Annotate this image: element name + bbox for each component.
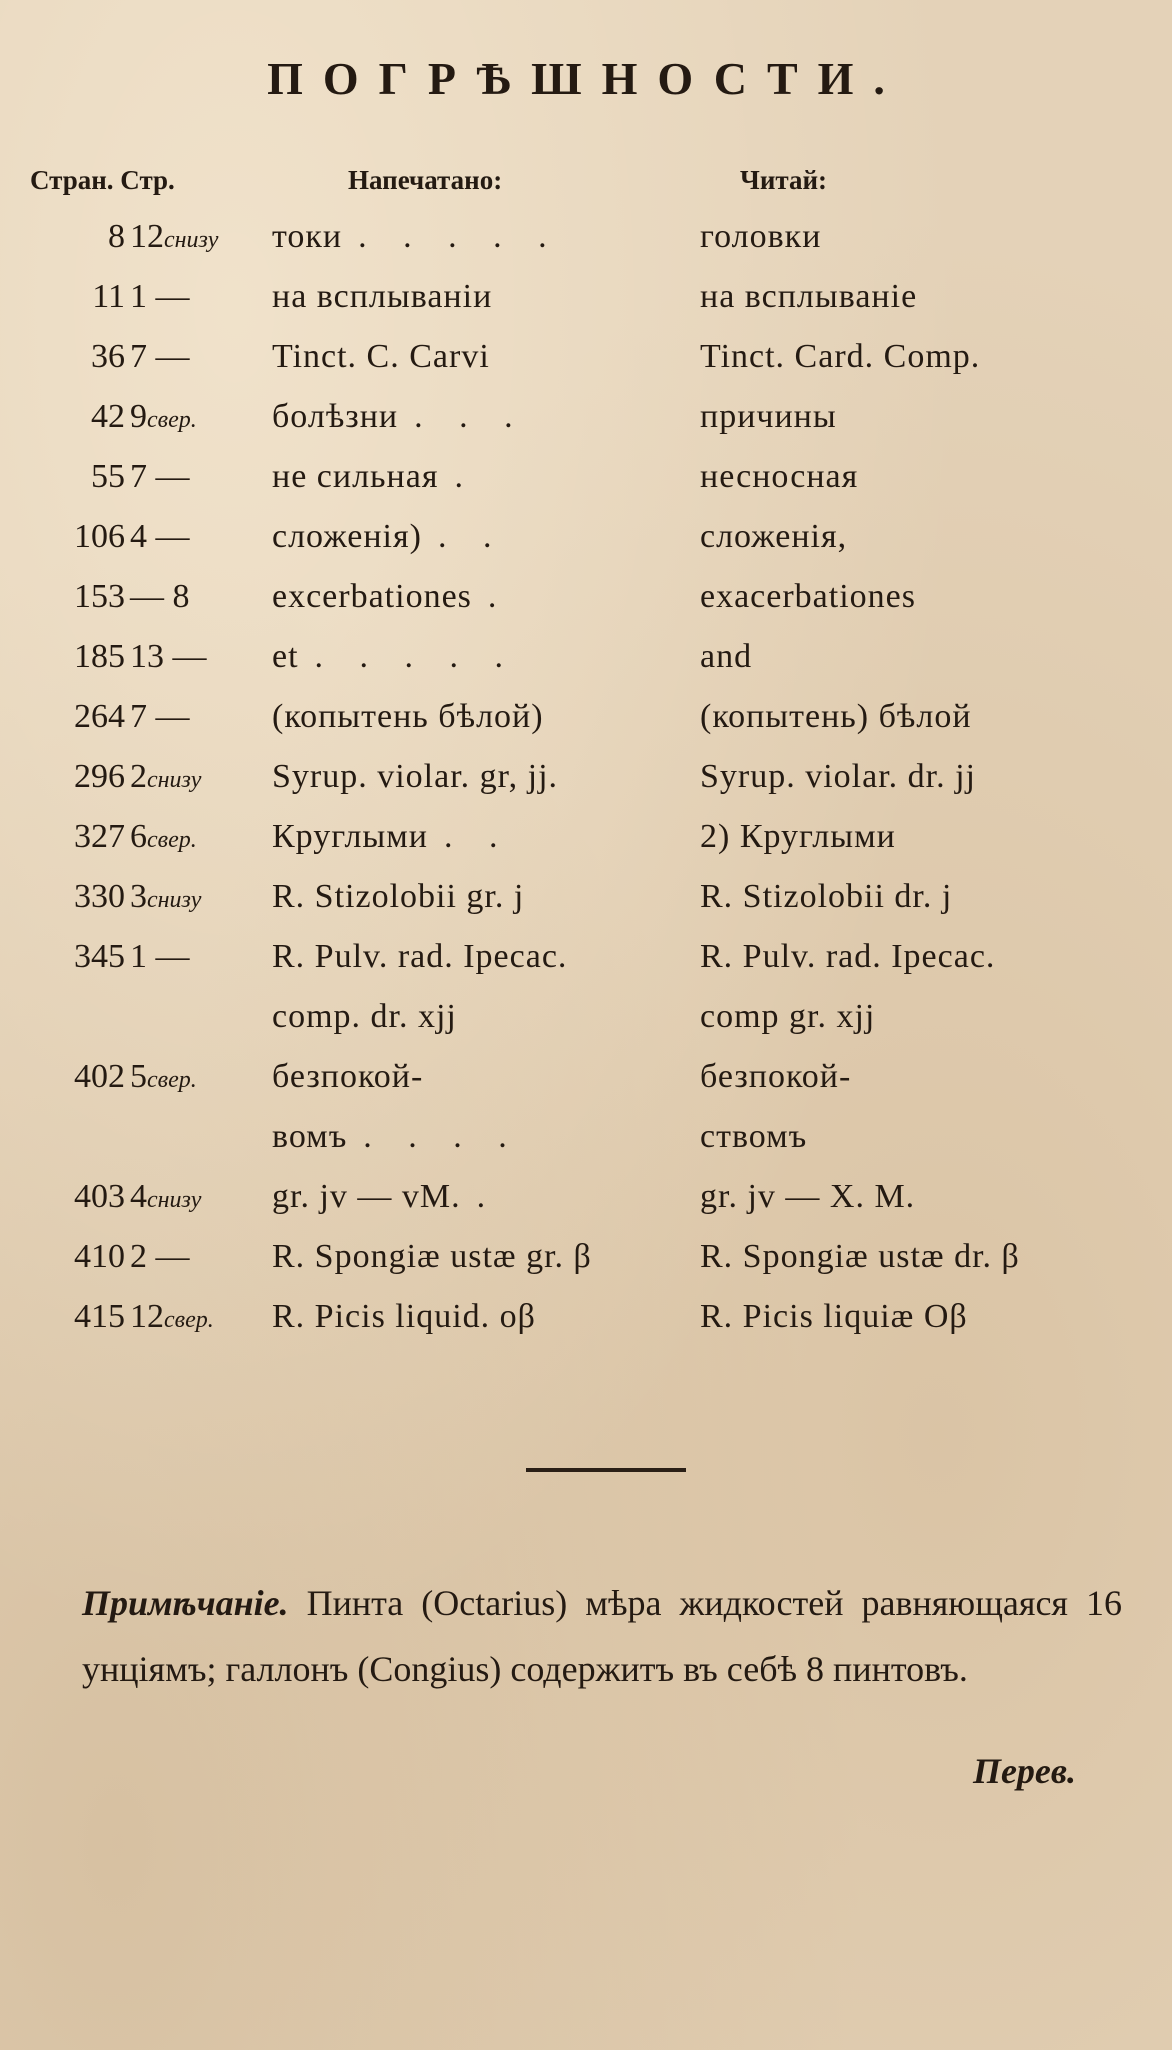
line-number: 1 —	[130, 278, 190, 315]
header-printed: Напечатано:	[348, 165, 503, 195]
errata-row	[0, 998, 1172, 1056]
printed-value: R. Stizolobii gr. j	[272, 878, 525, 915]
printed-value: et	[272, 638, 299, 675]
line-direction: свер.	[164, 1307, 214, 1333]
printed-text	[272, 518, 692, 556]
page-number: 403	[74, 1178, 125, 1215]
page-number: 345	[74, 938, 125, 975]
errata-row	[0, 578, 1172, 636]
line-number: 7 —	[130, 458, 190, 495]
printed-value: gr. jv — vM.	[272, 1178, 461, 1215]
line-ref	[130, 1058, 270, 1096]
printed-text	[272, 578, 692, 616]
printed-text	[272, 218, 692, 256]
correct-reading: безпокой-	[700, 1058, 852, 1095]
correct-reading: головки	[700, 218, 822, 255]
errata-row	[0, 278, 1172, 336]
leader-dots: . . . .	[363, 1118, 521, 1155]
printed-text	[272, 278, 692, 316]
errata-row	[0, 638, 1172, 696]
header-pages: Стран. Стр.	[30, 165, 175, 195]
line-number: 5	[130, 1058, 147, 1095]
line-direction: свер.	[147, 827, 197, 853]
line-number: 12	[130, 218, 164, 255]
errata-row	[0, 758, 1172, 816]
printed-value: Syrup. violar. gr, jj.	[272, 758, 559, 795]
printed-text	[272, 1118, 692, 1156]
leader-dots: . .	[443, 818, 512, 855]
correct-reading: comp gr. xjj	[700, 998, 876, 1035]
page-number: 296	[74, 758, 125, 795]
line-ref	[130, 518, 270, 556]
printed-text	[272, 758, 692, 796]
line-ref	[130, 878, 270, 916]
errata-row	[0, 1058, 1172, 1116]
page-number: 153	[74, 578, 125, 615]
correct-reading: на всплываніе	[700, 278, 918, 315]
line-ref	[130, 338, 270, 376]
printed-value: comp. dr. xjj	[272, 998, 457, 1035]
errata-row	[0, 398, 1172, 456]
line-number: 1 —	[130, 938, 190, 975]
correct-reading: несносная	[700, 458, 859, 495]
header-read: Читай:	[740, 165, 828, 195]
line-direction: снизу	[147, 1187, 202, 1213]
leader-dots: . . .	[414, 398, 527, 435]
printed-text	[272, 638, 692, 676]
line-direction: снизу	[147, 887, 202, 913]
line-number: 2	[130, 758, 147, 795]
divider-rule	[526, 1468, 686, 1472]
printed-value: токи	[272, 218, 343, 255]
line-ref	[130, 638, 270, 676]
note-text: Пинта (Octarius) мѣра жидкостей равняющаяся 16 унціямъ; галлонъ (Congius) содержитъ въ себѣ 8 пинтовъ.	[82, 1583, 1122, 1689]
line-number: 7 —	[130, 338, 190, 375]
page-number: 11	[92, 278, 125, 315]
leader-dots: . . . . .	[358, 218, 561, 255]
printed-value: Tinct. C. Carvi	[272, 338, 490, 375]
note-lead: Примѣчаніе.	[82, 1583, 289, 1623]
line-number: 2 —	[130, 1238, 190, 1275]
correct-reading: (копытень) бѣлой	[700, 698, 972, 735]
line-ref	[130, 278, 270, 316]
errata-row	[0, 938, 1172, 996]
translator-note	[82, 1570, 1122, 1702]
line-direction: свер.	[147, 407, 197, 433]
correct-reading: R. Spongiæ ustæ dr. β	[700, 1238, 1020, 1275]
page-number: 106	[74, 518, 125, 555]
printed-text	[272, 938, 692, 976]
line-ref	[130, 698, 270, 736]
printed-value: болѣзни	[272, 398, 399, 435]
line-number: 9	[130, 398, 147, 435]
printed-value: R. Pulv. rad. Ipecac.	[272, 938, 568, 975]
correct-reading: exacerbationes	[700, 578, 916, 615]
line-number: 4 —	[130, 518, 190, 555]
leader-dots: .	[454, 458, 477, 495]
page-number: 36	[91, 338, 125, 375]
errata-row	[0, 518, 1172, 576]
line-number: 6	[130, 818, 147, 855]
correct-reading: сложенія,	[700, 518, 848, 555]
page-number: 330	[74, 878, 125, 915]
line-ref	[130, 398, 270, 436]
printed-value: сложенія)	[272, 518, 422, 555]
printed-value: на всплываніи	[272, 278, 493, 315]
printed-text	[272, 1178, 692, 1216]
line-ref	[130, 758, 270, 796]
line-number: 12	[130, 1298, 164, 1335]
correct-reading: Tinct. Card. Comp.	[700, 338, 981, 375]
printed-value: не сильная	[272, 458, 439, 495]
printed-text	[272, 1298, 692, 1336]
line-ref	[130, 1178, 270, 1216]
line-ref	[130, 938, 270, 976]
line-number: 13 —	[130, 638, 207, 675]
page-number: 8	[108, 218, 125, 255]
line-number: 4	[130, 1178, 147, 1215]
page-number: 55	[91, 458, 125, 495]
leader-dots: .	[476, 1178, 500, 1215]
printed-value: безпокой-	[272, 1058, 424, 1095]
printed-text	[272, 698, 692, 736]
printed-value: вомъ	[272, 1118, 348, 1155]
page-number: 42	[91, 398, 125, 435]
line-number: 3	[130, 878, 147, 915]
errata-row	[0, 878, 1172, 936]
line-direction: снизу	[147, 767, 202, 793]
leader-dots: . .	[437, 518, 506, 555]
errata-row	[0, 698, 1172, 756]
printed-value: R. Spongiæ ustæ gr. β	[272, 1238, 592, 1275]
printed-text	[272, 458, 692, 496]
line-number: 7 —	[130, 698, 190, 735]
errata-row	[0, 818, 1172, 876]
printed-value: R. Picis liquid. oβ	[272, 1298, 536, 1335]
line-number: — 8	[130, 578, 190, 615]
correct-reading: 2) Круглыми	[700, 818, 896, 855]
page-number: 264	[74, 698, 125, 735]
page-title: ПОГРѢШНОСТИ.	[267, 53, 905, 104]
errata-row	[0, 1118, 1172, 1176]
page-number: 410	[74, 1238, 125, 1275]
errata-row	[0, 1298, 1172, 1356]
printed-value: (копытень бѣлой)	[272, 698, 544, 735]
printed-text	[272, 818, 692, 856]
correct-reading: R. Pulv. rad. Ipecac.	[700, 938, 996, 975]
errata-row	[0, 1238, 1172, 1296]
errata-row	[0, 218, 1172, 276]
errata-row	[0, 458, 1172, 516]
printed-text	[272, 1238, 692, 1276]
page-number: 415	[74, 1298, 125, 1335]
line-ref	[130, 818, 270, 856]
printed-text	[272, 338, 692, 376]
printed-text	[272, 998, 692, 1036]
page-number: 402	[74, 1058, 125, 1095]
line-direction: снизу	[164, 227, 219, 253]
printed-value: excerbationes	[272, 578, 472, 615]
line-ref	[130, 1238, 270, 1276]
translator-signature: Перев.	[972, 1751, 1076, 1791]
correct-reading: and	[700, 638, 753, 675]
line-ref	[130, 458, 270, 496]
leader-dots: .	[487, 578, 511, 615]
errata-row	[0, 1178, 1172, 1236]
printed-text	[272, 878, 692, 916]
correct-reading: R. Picis liquiæ Oβ	[700, 1298, 968, 1335]
correct-reading: gr. jv — X. M.	[700, 1178, 916, 1215]
printed-value: Круглыми	[272, 818, 428, 855]
correct-reading: Syrup. violar. dr. jj	[700, 758, 976, 795]
correct-reading: причины	[700, 398, 837, 435]
correct-reading: ствомъ	[700, 1118, 808, 1155]
errata-row	[0, 338, 1172, 396]
page-number: 327	[74, 818, 125, 855]
line-ref	[130, 218, 270, 256]
line-ref	[130, 1298, 270, 1336]
line-ref	[130, 578, 270, 616]
printed-text	[272, 1058, 692, 1096]
correct-reading: R. Stizolobii dr. j	[700, 878, 953, 915]
printed-text	[272, 398, 692, 436]
leader-dots: . . . . .	[314, 638, 518, 675]
line-direction: свер.	[147, 1067, 197, 1093]
page-number: 185	[74, 638, 125, 675]
